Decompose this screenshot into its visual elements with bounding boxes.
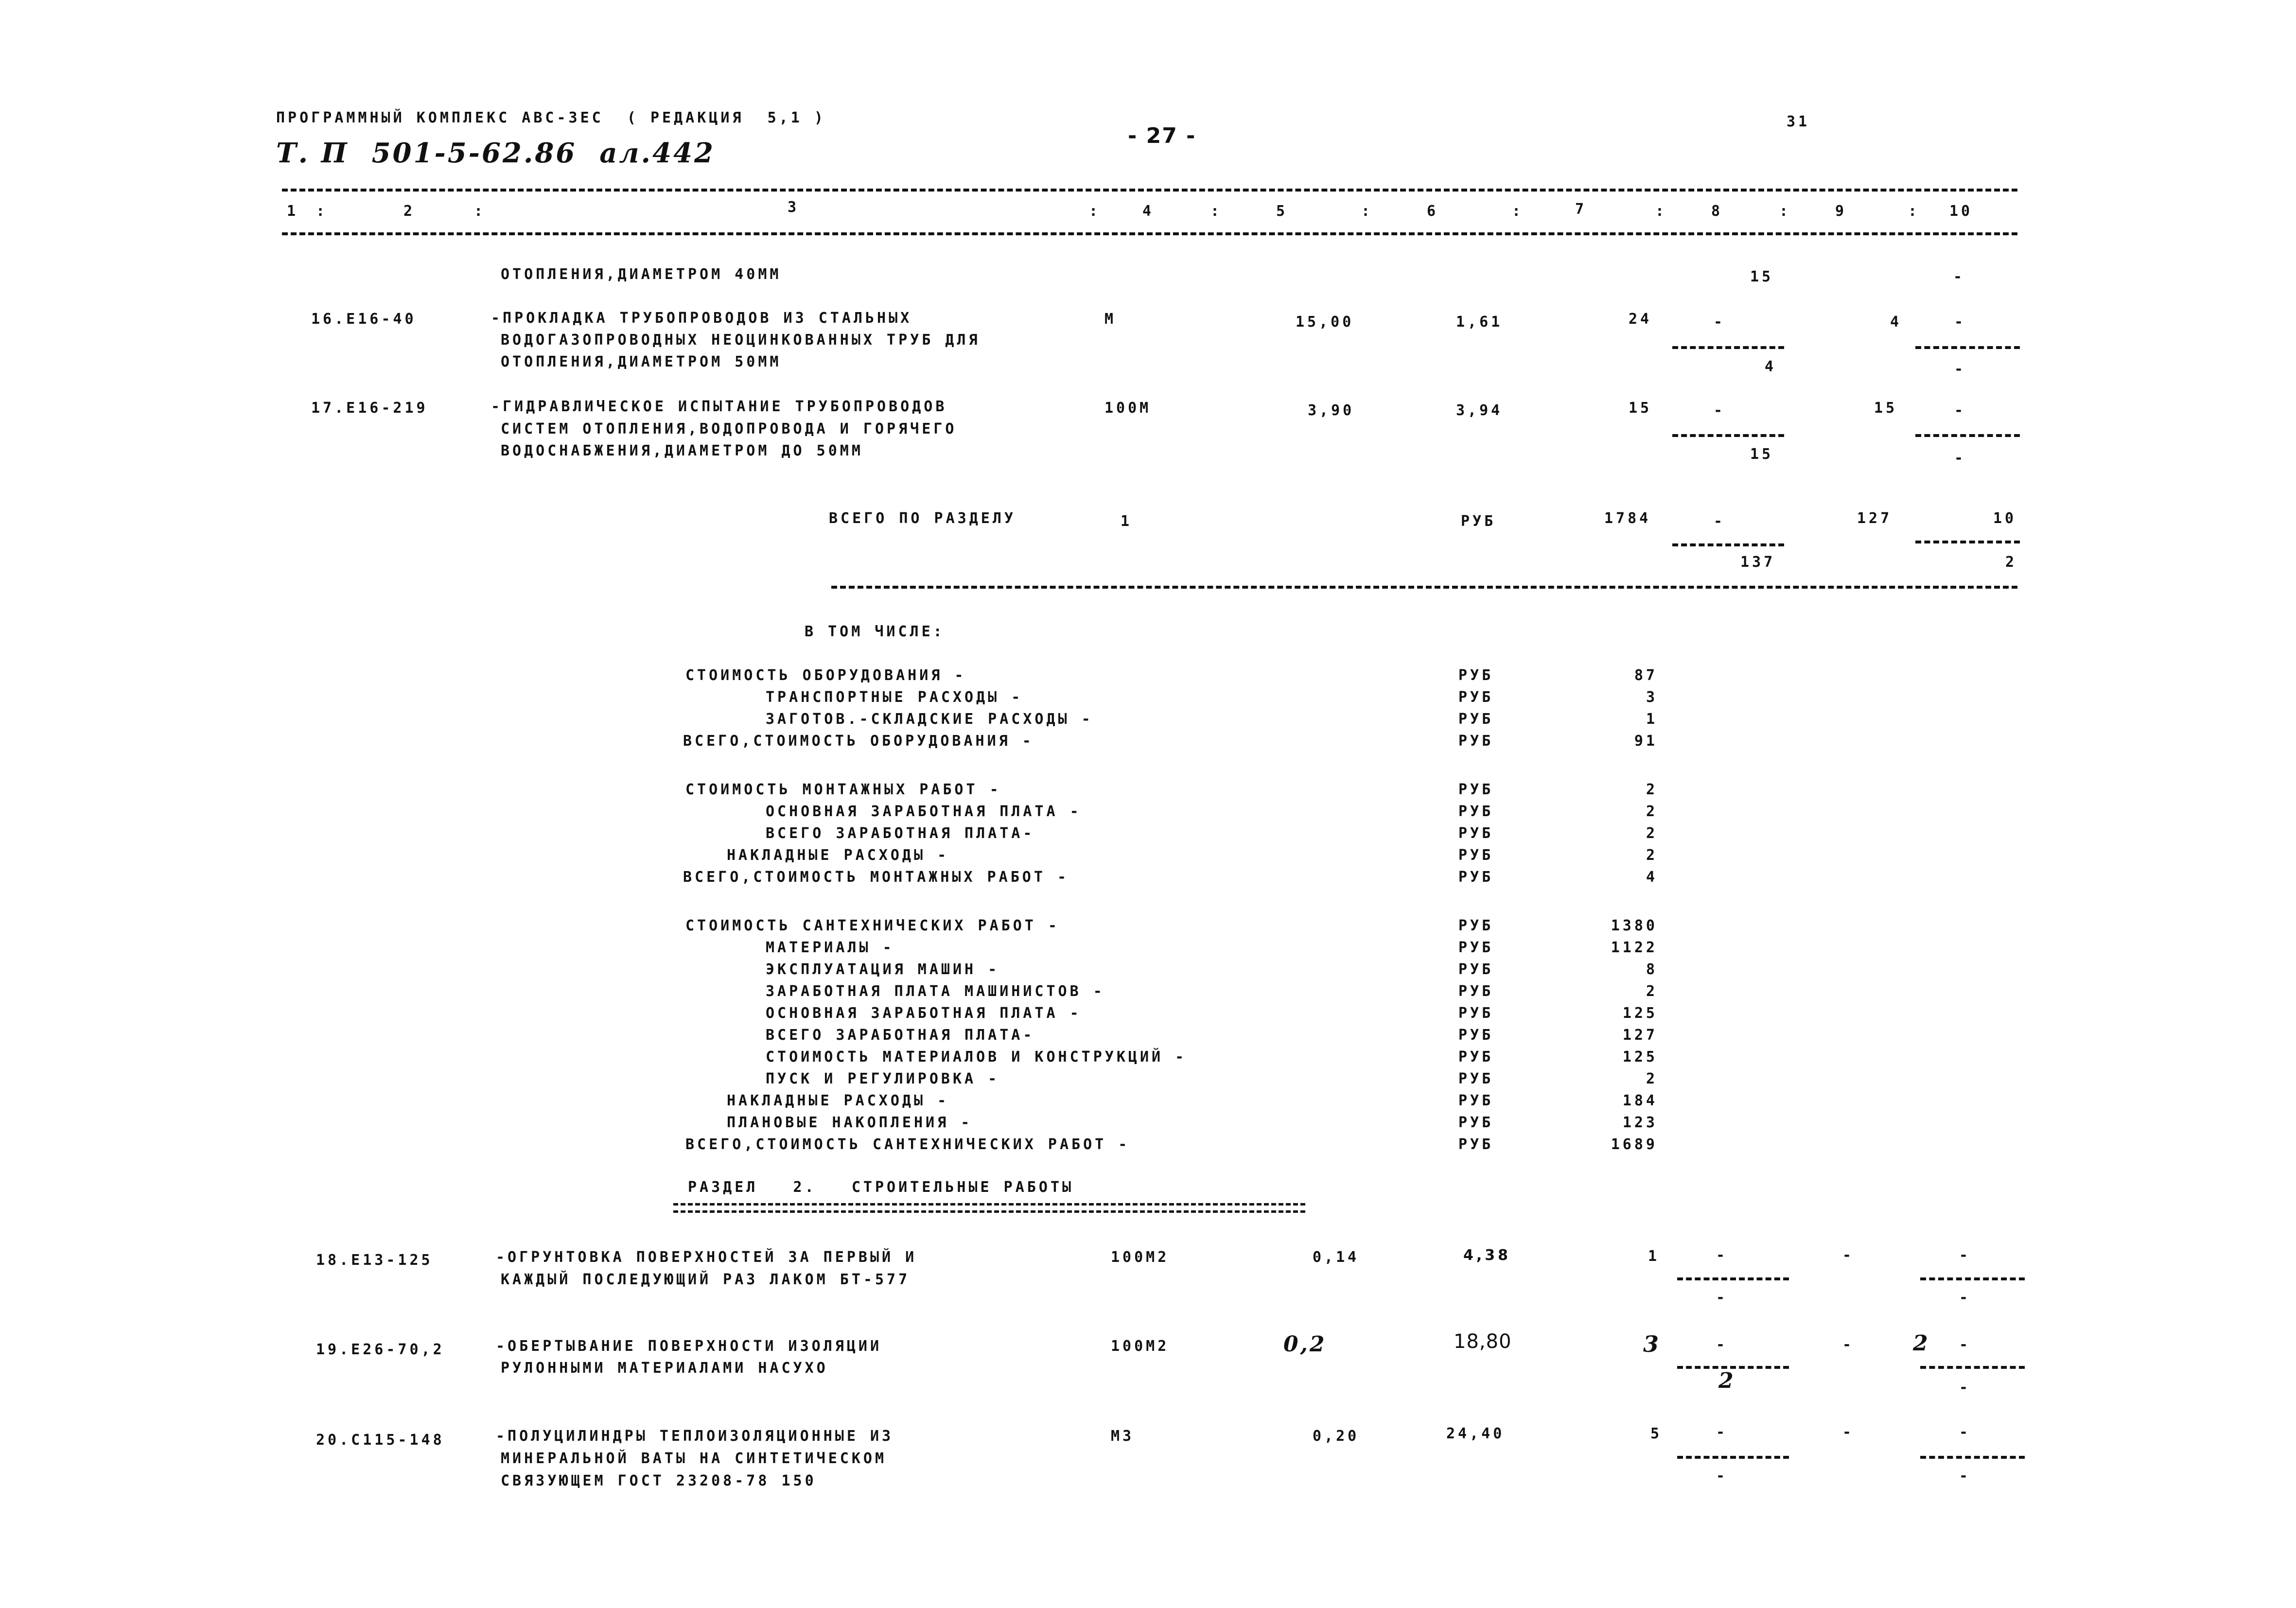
breakdown-unit: РУБ	[1458, 847, 1494, 864]
row-18-code: 18.Е13-125	[316, 1252, 433, 1269]
fraction-line	[1915, 346, 2020, 349]
fraction-line	[1920, 1277, 2025, 1280]
row-19-code: 19.Е26-70,2	[316, 1341, 445, 1358]
row-19-col9: -	[1842, 1336, 1855, 1353]
breakdown-value: 2	[1646, 847, 1658, 864]
breakdown-value: 184	[1622, 1092, 1658, 1109]
row-19-desc1: -ОБЕРТЫВАНИЕ ПОВЕРХНОСТИ ИЗОЛЯЦИИ	[496, 1338, 882, 1355]
section-total-col8-top: -	[1714, 513, 1726, 530]
col-sep: :	[1089, 203, 1101, 220]
breakdown-unit: РУБ	[1458, 689, 1494, 706]
row-20-cost: 5	[1650, 1425, 1663, 1442]
row-16-unit: М	[1104, 311, 1117, 328]
breakdown-label: СТОИМОСТЬ САНТЕХНИЧЕСКИХ РАБОТ -	[685, 917, 1060, 934]
breakdown-label: СТОИМОСТЬ ОБОРУДОВАНИЯ -	[685, 667, 966, 684]
row-18-cost: 1	[1648, 1248, 1660, 1265]
breakdown-unit: РУБ	[1458, 1136, 1494, 1153]
row-20-col8-bottom: -	[1716, 1468, 1728, 1485]
breakdown-value: 4	[1646, 869, 1658, 886]
breakdown-value: 2	[1646, 983, 1658, 1000]
breakdown-label: НАКЛАДНЫЕ РАСХОДЫ -	[727, 847, 949, 864]
col-5-header: 5	[1276, 203, 1288, 220]
breakdown-label: СТОИМОСТЬ МОНТАЖНЫХ РАБОТ -	[685, 781, 1001, 798]
breakdown-label: ПЛАНОВЫЕ НАКОПЛЕНИЯ -	[727, 1114, 973, 1131]
row-17-code: 17.Е16-219	[311, 400, 428, 417]
breakdown-label: ВСЕГО ЗАРАБОТНАЯ ПЛАТА-	[766, 825, 1035, 842]
breakdown-unit: РУБ	[1458, 1005, 1494, 1022]
section-total-col8-bottom: 137	[1740, 554, 1776, 571]
row-19-col10-handwritten: 2	[1913, 1331, 1930, 1356]
row-15-col10: -	[1953, 268, 1965, 285]
col-10-header: 10	[1949, 203, 1973, 220]
breakdown-label: ВСЕГО,СТОИМОСТЬ САНТЕХНИЧЕСКИХ РАБОТ -	[685, 1136, 1130, 1153]
fraction-line	[1920, 1456, 2025, 1459]
breakdown-unit: РУБ	[1458, 825, 1494, 842]
row-17-col10-bottom: -	[1954, 450, 1966, 467]
breakdown-unit: РУБ	[1458, 1027, 1494, 1044]
col-4-header: 4	[1142, 203, 1155, 220]
breakdown-value: 2	[1646, 1070, 1658, 1087]
col-sep: :	[1210, 203, 1223, 220]
breakdown-label: ЭКСПЛУАТАЦИЯ МАШИН -	[766, 961, 1000, 978]
row-18-col8-top: -	[1716, 1247, 1728, 1264]
row-17-col8-bottom: 15	[1750, 446, 1774, 463]
row-20-unit: М3	[1111, 1428, 1135, 1445]
row-17-col8-top: -	[1714, 402, 1726, 419]
section-total-col10-top: 10	[1993, 510, 2017, 527]
row-17-desc3: ВОДОСНАБЖЕНИЯ,ДИАМЕТРОМ ДО 50ММ	[501, 442, 863, 459]
row-20-desc1: -ПОЛУЦИЛИНДРЫ ТЕПЛОИЗОЛЯЦИОННЫЕ ИЗ	[496, 1428, 894, 1445]
breakdown-unit: РУБ	[1458, 917, 1494, 934]
row-17-desc2: СИСТЕМ ОТОПЛЕНИЯ,ВОДОПРОВОДА И ГОРЯЧЕГО	[501, 420, 957, 437]
breakdown-value: 125	[1622, 1049, 1658, 1066]
section-total-unit: РУБ	[1461, 513, 1496, 530]
col-6-header: 6	[1427, 203, 1439, 220]
col-sep: :	[474, 203, 486, 220]
header-bottom-rule	[282, 232, 2017, 235]
breakdown-value: 8	[1646, 961, 1658, 978]
row-19-col8-bottom-handwritten: 2	[1718, 1368, 1735, 1393]
header-top-rule	[282, 189, 2017, 192]
row-19-price-handwritten: 18,80	[1454, 1330, 1512, 1353]
breakdown-unit: РУБ	[1458, 781, 1494, 798]
breakdown-value: 87	[1634, 667, 1658, 684]
section-total-col10-bottom: 2	[2005, 554, 2017, 571]
row-20-price: 24,40	[1446, 1425, 1505, 1442]
row-17-cost: 15	[1629, 400, 1652, 417]
row-16-cost: 24	[1629, 311, 1652, 328]
row-17-price: 3,94	[1456, 402, 1503, 419]
col-sep: :	[1361, 203, 1373, 220]
breakdown-unit: РУБ	[1458, 961, 1494, 978]
breakdown-value: 127	[1622, 1027, 1658, 1044]
row-18-col10-top: -	[1959, 1247, 1971, 1264]
breakdown-label: СТОИМОСТЬ МАТЕРИАЛОВ И КОНСТРУКЦИЙ -	[766, 1049, 1187, 1066]
row-16-qty: 15,00	[1296, 314, 1354, 331]
row-16-desc2: ВОДОГАЗОПРОВОДНЫХ НЕОЦИНКОВАННЫХ ТРУБ ДЛЯ	[501, 332, 981, 349]
fraction-line	[1677, 1456, 1789, 1459]
fraction-line	[1672, 434, 1784, 437]
fraction-line	[1677, 1277, 1789, 1280]
row-16-price: 1,61	[1456, 314, 1503, 331]
row-17-qty: 3,90	[1308, 402, 1355, 419]
col-sep: :	[316, 203, 328, 220]
col-sep: :	[1655, 203, 1667, 220]
col-sep: :	[1908, 203, 1920, 220]
row-18-desc1: -ОГРУНТОВКА ПОВЕРХНОСТЕЙ ЗА ПЕРВЫЙ И	[496, 1249, 917, 1266]
row-16-col9: 4	[1890, 314, 1902, 331]
row-18-qty: 0,14	[1313, 1249, 1360, 1266]
row-20-desc2: МИНЕРАЛЬНОЙ ВАТЫ НА СИНТЕТИЧЕСКОМ	[501, 1450, 887, 1467]
col-8-header: 8	[1711, 203, 1723, 220]
page-number: - 27 -	[1128, 123, 1196, 148]
breakdown-value: 2	[1646, 825, 1658, 842]
breakdown-label: ОСНОВНАЯ ЗАРАБОТНАЯ ПЛАТА -	[766, 1005, 1082, 1022]
row-19-unit: 100М2	[1111, 1338, 1170, 1355]
row-19-col8-top: -	[1716, 1336, 1728, 1353]
section-total-col9: 127	[1857, 510, 1893, 527]
col-3-header: 3	[788, 199, 800, 216]
breakdown-label: ЗАГОТОВ.-СКЛАДСКИЕ РАСХОДЫ -	[766, 711, 1093, 728]
row-17-unit: 100М	[1104, 400, 1152, 417]
col-9-header: 9	[1835, 203, 1847, 220]
row-16-col8-top: -	[1714, 314, 1726, 331]
row-16-col10-top: -	[1954, 314, 1966, 331]
col-1-header: 1	[287, 203, 299, 220]
row-20-code: 20.С115-148	[316, 1432, 445, 1449]
row-18-desc2: КАЖДЫЙ ПОСЛЕДУЮЩИЙ РАЗ ЛАКОМ БТ-577	[501, 1271, 911, 1288]
row-18-price: 4,38	[1463, 1247, 1511, 1264]
breakdown-label: ВСЕГО,СТОИМОСТЬ МОНТАЖНЫХ РАБОТ -	[683, 869, 1069, 886]
section-total-num: 1	[1121, 513, 1133, 530]
breakdown-value: 2	[1646, 781, 1658, 798]
row-18-unit: 100М2	[1111, 1249, 1170, 1266]
breakdown-value: 123	[1622, 1114, 1658, 1131]
row-20-qty: 0,20	[1313, 1428, 1360, 1445]
breakdown-label: ЗАРАБОТНАЯ ПЛАТА МАШИНИСТОВ -	[766, 983, 1105, 1000]
breakdown-unit: РУБ	[1458, 1114, 1494, 1131]
col-sep: :	[1512, 203, 1524, 220]
breakdown-value: 125	[1622, 1005, 1658, 1022]
row-20-desc3: СВЯЗУЮЩЕМ ГОСТ 23208-78 150	[501, 1472, 817, 1489]
breakdown-value: 3	[1646, 689, 1658, 706]
row-18-col8-bottom: -	[1716, 1289, 1728, 1306]
breakdown-label: ПУСК И РЕГУЛИРОВКА -	[766, 1070, 1000, 1087]
row-16-col10-bottom: -	[1954, 361, 1966, 378]
handwritten-project-code: Т. П 501-5-62.86 ал.442	[276, 137, 715, 169]
breakdown-value: 1122	[1611, 939, 1658, 956]
col-7-header: 7	[1575, 201, 1587, 218]
section-total-cost: 1784	[1604, 510, 1651, 527]
row-16-desc1: -ПРОКЛАДКА ТРУБОПРОВОДОВ ИЗ СТАЛЬНЫХ	[491, 310, 912, 327]
row-17-desc1: -ГИДРАВЛИЧЕСКОЕ ИСПЫТАНИЕ ТРУБОПРОВОДОВ	[491, 398, 947, 415]
breakdown-unit: РУБ	[1458, 983, 1494, 1000]
breakdown-unit: РУБ	[1458, 803, 1494, 820]
row-19-qty-handwritten: 0,2	[1283, 1332, 1327, 1357]
row-20-col9: -	[1842, 1424, 1855, 1441]
breakdown-value: 1689	[1611, 1136, 1658, 1153]
col-2-header: 2	[403, 203, 416, 220]
fraction-line	[1672, 346, 1784, 349]
breakdown-label: МАТЕРИАЛЫ -	[766, 939, 894, 956]
fraction-line	[1915, 541, 2020, 543]
breakdown-value: 2	[1646, 803, 1658, 820]
breakdown-value: 1380	[1611, 917, 1658, 934]
section-2-underline	[673, 1203, 1305, 1213]
breakdown-unit: РУБ	[1458, 1092, 1494, 1109]
breakdown-unit: РУБ	[1458, 869, 1494, 886]
breakdown-heading: В ТОМ ЧИСЛЕ:	[805, 623, 945, 640]
row-19-desc2: РУЛОННЫМИ МАТЕРИАЛАМИ НАСУХО	[501, 1360, 828, 1377]
row-15-desc: ОТОПЛЕНИЯ,ДИАМЕТРОМ 40ММ	[501, 266, 782, 283]
breakdown-label: ВСЕГО,СТОИМОСТЬ ОБОРУДОВАНИЯ -	[683, 733, 1034, 750]
row-18-col10-bottom: -	[1959, 1289, 1971, 1306]
breakdown-unit: РУБ	[1458, 733, 1494, 750]
row-17-col10-top: -	[1954, 402, 1966, 419]
section-total-label: ВСЕГО ПО РАЗДЕЛУ	[829, 510, 1016, 527]
row-16-code: 16.Е16-40	[311, 311, 417, 328]
breakdown-unit: РУБ	[1458, 939, 1494, 956]
row-19-col10-bottom: -	[1959, 1379, 1971, 1396]
breakdown-unit: РУБ	[1458, 667, 1494, 684]
program-title: ПРОГРАММНЫЙ КОМПЛЕКС АВС-ЗЕС ( РЕДАКЦИЯ 5,1 )	[276, 109, 826, 126]
row-20-col10-bottom: -	[1959, 1468, 1971, 1485]
row-20-col8-top: -	[1716, 1424, 1728, 1441]
row-18-col9: -	[1842, 1247, 1855, 1264]
row-16-desc3: ОТОПЛЕНИЯ,ДИАМЕТРОМ 50ММ	[501, 353, 782, 370]
section-2-title: РАЗДЕЛ 2. СТРОИТЕЛЬНЫЕ РАБОТЫ	[688, 1179, 1074, 1196]
fraction-line	[1672, 543, 1784, 546]
breakdown-unit: РУБ	[1458, 711, 1494, 728]
breakdown-unit: РУБ	[1458, 1070, 1494, 1087]
breakdown-label: НАКЛАДНЫЕ РАСХОДЫ -	[727, 1092, 949, 1109]
fraction-line	[1915, 434, 2020, 437]
breakdown-value: 1	[1646, 711, 1658, 728]
sheet-number: 31	[1787, 113, 1810, 130]
breakdown-label: ВСЕГО ЗАРАБОТНАЯ ПЛАТА-	[766, 1027, 1035, 1044]
breakdown-value: 91	[1634, 733, 1658, 750]
row-19-col10-top: -	[1959, 1336, 1971, 1353]
section-end-rule	[831, 586, 2017, 589]
row-20-col10-top: -	[1959, 1424, 1971, 1441]
fraction-line	[1920, 1366, 2025, 1369]
row-15-col8: 15	[1750, 268, 1774, 285]
row-17-col9: 15	[1874, 400, 1898, 417]
row-19-cost-handwritten: 3	[1643, 1331, 1661, 1357]
breakdown-label: ТРАНСПОРТНЫЕ РАСХОДЫ -	[766, 689, 1023, 706]
breakdown-label: ОСНОВНАЯ ЗАРАБОТНАЯ ПЛАТА -	[766, 803, 1082, 820]
breakdown-unit: РУБ	[1458, 1049, 1494, 1066]
col-sep: :	[1779, 203, 1791, 220]
row-16-col8-bottom: 4	[1765, 358, 1777, 375]
